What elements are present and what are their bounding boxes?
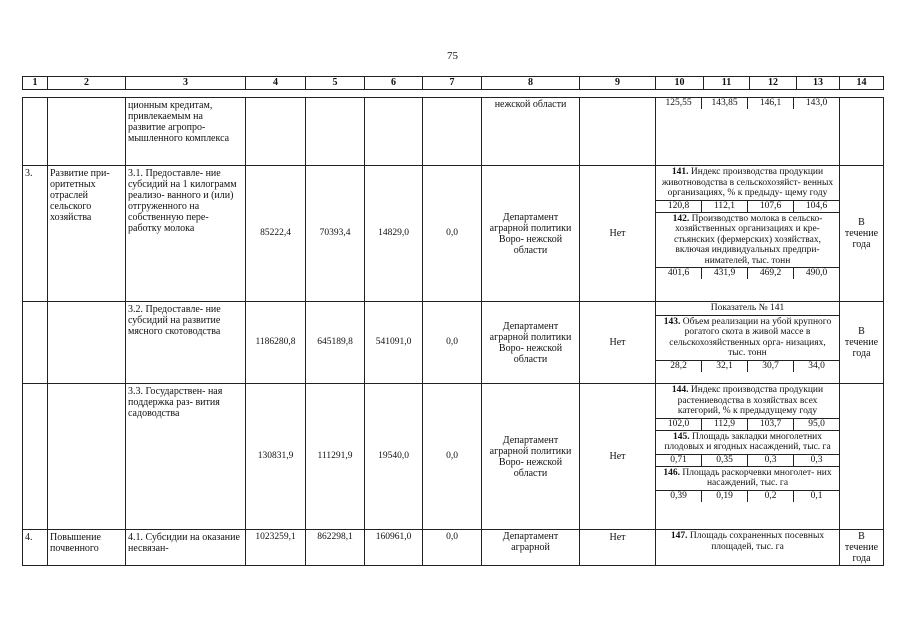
indicator-values <box>656 418 839 431</box>
col-header: 11 <box>704 77 750 90</box>
value: 143,0 <box>805 98 828 108</box>
executor-cell: Департамент аграрной политики Воро- нежской области <box>482 302 580 384</box>
risk-cell: Нет <box>580 302 656 384</box>
regional-cell: 19540,0 <box>365 384 423 530</box>
value: 107,6 <box>748 201 794 212</box>
column-header-table <box>22 76 884 90</box>
federal-cell: 70393,4 <box>306 166 365 302</box>
table-row <box>23 384 884 530</box>
indicator-values <box>656 267 839 279</box>
value: 143,85 <box>702 98 748 109</box>
regional-cell: 160961,0 <box>365 530 423 566</box>
value: 95,0 <box>808 418 825 429</box>
value: 34,0 <box>808 360 825 371</box>
indicator-text: 143. Объем реализации на убой крупного рогатого скота в живой массе в сельскохозяйственных орга- низациях, тыс. тонн <box>663 316 832 358</box>
federal-cell: 862298,1 <box>306 530 365 566</box>
value: 120,8 <box>656 201 702 212</box>
value: 103,7 <box>748 419 794 430</box>
value: 0,19 <box>702 491 748 502</box>
value: 0,3 <box>748 455 794 466</box>
indicator-text: 145. Площадь закладки многолетних плодовых и ягодных насаждений, тыс. га <box>664 431 831 452</box>
total-cell: 85222,4 <box>246 166 306 302</box>
goal-cell: Развитие при- оритетных отраслей сельского хозяйства <box>48 166 126 302</box>
value: 0,1 <box>810 490 823 501</box>
col-header: 1 <box>23 77 48 90</box>
col-header: 5 <box>306 77 365 90</box>
value: 125,55 <box>656 98 702 109</box>
measure-cell: 3.2. Предоставле- ние субсидий на развитие мясного скотоводства <box>126 302 246 384</box>
risk-cell <box>580 98 656 166</box>
risk-cell: Нет <box>580 530 656 566</box>
indicator-values <box>656 454 839 467</box>
col-header: 3 <box>126 77 246 90</box>
page-number: 75 <box>447 50 458 62</box>
indicator-cell <box>656 302 840 384</box>
value: 0,71 <box>656 455 702 466</box>
period-cell: В течение года <box>840 530 884 566</box>
value: 401,6 <box>656 268 702 279</box>
measure-cell: 4.1. Субсидии на оказание несвязан- <box>126 530 246 566</box>
col-header: 8 <box>482 77 580 90</box>
executor-cell: Департамент аграрной политики Воро- нежской области <box>482 166 580 302</box>
indicator-cell <box>656 166 840 302</box>
regional-cell <box>365 98 423 166</box>
indicator-values <box>656 490 839 502</box>
indicator-text: 142. Производство молока в сельско- хозяйственных организациях и кре- стьянских (фермерских) хозяйствах, включая индивидуальных предпри- нимателей, тыс. тонн <box>672 213 823 266</box>
value: 112,9 <box>702 419 748 430</box>
value: 112,1 <box>702 201 748 212</box>
local-cell: 0,0 <box>423 530 482 566</box>
indicator-values <box>656 360 839 372</box>
goal-cell <box>48 384 126 530</box>
indicator-ref: Показатель № 141 <box>656 302 839 316</box>
col-header: 10 <box>656 77 704 90</box>
row-number <box>23 302 48 384</box>
total-cell: 130831,9 <box>246 384 306 530</box>
value: 0,39 <box>656 491 702 502</box>
federal-cell: 111291,9 <box>306 384 365 530</box>
indicator-text: 141. Индекс производства продукции животноводства в сельскохозяйст- венных организациях, % к предыду- щему году <box>661 167 834 198</box>
period-cell <box>840 98 884 166</box>
measure-cell: ционным кредитам, привлекаемым на развитие агропро- мышленного комплекса <box>126 98 246 166</box>
indicator-cell <box>656 530 840 566</box>
col-header: 2 <box>48 77 126 90</box>
value: 28,2 <box>656 361 702 372</box>
value: 146,1 <box>748 98 794 109</box>
local-cell: 0,0 <box>423 384 482 530</box>
goal-cell: Повышение почвенного <box>48 530 126 566</box>
measure-cell: 3.3. Государствен- ная поддержка раз- вития садоводства <box>126 384 246 530</box>
local-cell <box>423 98 482 166</box>
total-cell: 1023259,1 <box>246 530 306 566</box>
table-row <box>23 530 884 566</box>
federal-cell <box>306 98 365 166</box>
value: 0,2 <box>748 491 794 502</box>
executor-cell: нежской области <box>482 98 580 166</box>
table-row <box>23 98 884 166</box>
regional-cell: 541091,0 <box>365 302 423 384</box>
total-cell <box>246 98 306 166</box>
row-number: 3. <box>23 166 48 302</box>
table-row <box>23 302 884 384</box>
total-cell: 1186280,8 <box>246 302 306 384</box>
program-table <box>22 97 884 566</box>
measure-cell: 3.1. Предоставле- ние субсидий на 1 килограмм реализо- ванного и (или) отгруженного на собственную пере- работку молока <box>126 166 246 302</box>
value: 0,35 <box>702 455 748 466</box>
indicator-text: 146. Площадь раскорчевки многолет- них насаждений, тыс. га <box>663 467 832 488</box>
local-cell: 0,0 <box>423 166 482 302</box>
indicator-text: 147. Площадь сохраненных посевных площадей, тыс. га <box>670 531 825 552</box>
col-header: 12 <box>750 77 797 90</box>
local-cell: 0,0 <box>423 302 482 384</box>
risk-cell: Нет <box>580 166 656 302</box>
period-cell: В течение года <box>840 166 884 302</box>
executor-cell: Департамент аграрной политики Воро- нежской области <box>482 384 580 530</box>
regional-cell: 14829,0 <box>365 166 423 302</box>
col-header: 4 <box>246 77 306 90</box>
table-row <box>23 166 884 302</box>
indicator-values <box>656 98 839 109</box>
value: 469,2 <box>748 268 794 279</box>
row-number <box>23 98 48 166</box>
value: 30,7 <box>748 361 794 372</box>
col-header: 6 <box>365 77 423 90</box>
value: 0,3 <box>810 454 823 465</box>
indicator-cell <box>656 98 840 166</box>
value: 32,1 <box>702 361 748 372</box>
goal-cell <box>48 302 126 384</box>
col-header: 7 <box>423 77 482 90</box>
value: 490,0 <box>805 268 828 278</box>
value: 104,6 <box>805 200 828 211</box>
executor-cell: Департамент аграрной <box>482 530 580 566</box>
indicator-values <box>656 200 839 213</box>
period-cell <box>840 384 884 530</box>
federal-cell: 645189,8 <box>306 302 365 384</box>
goal-cell <box>48 98 126 166</box>
col-header: 13 <box>797 77 840 90</box>
col-header: 14 <box>840 77 884 90</box>
col-header: 9 <box>580 77 656 90</box>
period-cell: В течение года <box>840 302 884 384</box>
indicator-cell <box>656 384 840 530</box>
row-number <box>23 384 48 530</box>
risk-cell: Нет <box>580 384 656 530</box>
indicator-text: 144. Индекс производства продукции растениеводства в хозяйствах всех категорий, % к предыдущему году <box>671 385 824 416</box>
value: 431,9 <box>702 268 748 279</box>
row-number: 4. <box>23 530 48 566</box>
value: 102,0 <box>656 419 702 430</box>
